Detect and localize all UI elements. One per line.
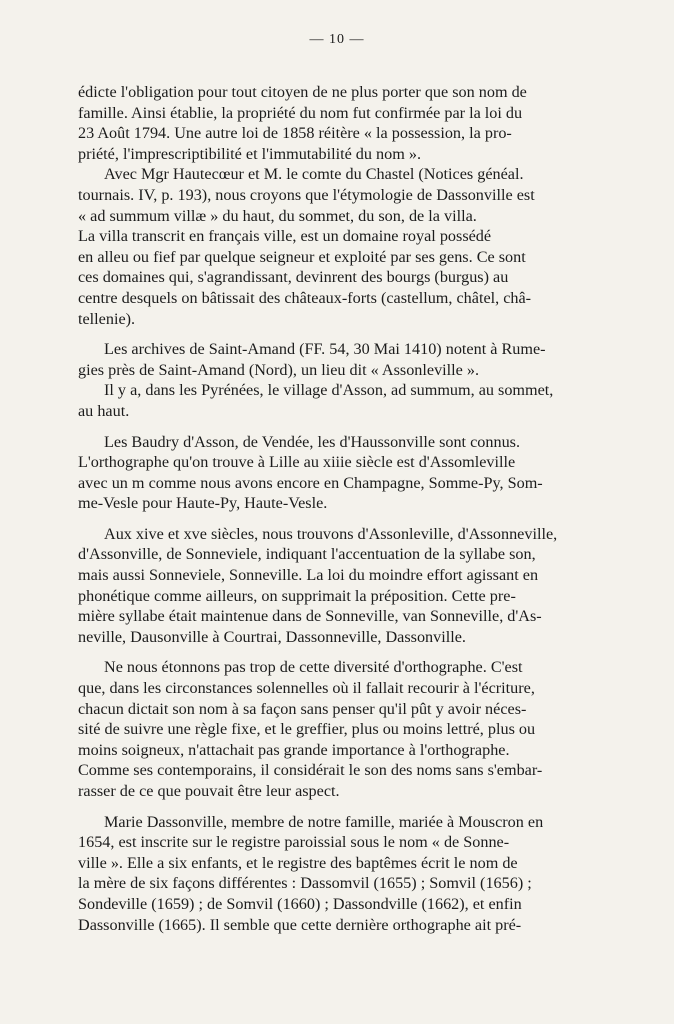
text-line: ville ». Elle a six enfants, et le registre des baptêmes écrit le nom de	[78, 853, 518, 872]
text-line: Les archives de Saint-Amand (FF. 54, 30 Mai 1410) notent à Rume-	[104, 340, 546, 359]
text-line: Ne nous étonnons pas trop de cette diversité d'orthographe. C'est	[104, 658, 523, 677]
text-line: au haut.	[78, 401, 130, 420]
paragraph	[78, 432, 582, 514]
text-line: Avec Mgr Hautecœur et M. le comte du Chastel (Notices généal.	[104, 165, 524, 184]
text-line: « ad summum villæ » du haut, du sommet, du son, de la villa.	[78, 206, 477, 225]
text-line: priété, l'imprescriptibilité et l'immutabilité du nom ».	[78, 144, 422, 163]
text-line: Dassonville (1665). Il semble que cette dernière orthographe ait pré-	[78, 915, 522, 934]
text-line: Les Baudry d'Asson, de Vendée, les d'Haussonville sont connus.	[104, 432, 521, 451]
text-line: neville, Dausonville à Courtrai, Dassonneville, Dassonville.	[78, 627, 466, 646]
text-line: que, dans les circonstances solennelles où il fallait recourir à l'écriture,	[78, 679, 535, 698]
text-line: mière syllabe était maintenue dans de Sonneville, van Sonneville, d'As-	[78, 607, 542, 626]
paragraph	[78, 657, 582, 801]
text-line: Il y a, dans les Pyrénées, le village d'Asson, ad summum, au sommet,	[104, 381, 554, 400]
body-text	[78, 82, 582, 935]
text-line: mais aussi Sonneviele, Sonneville. La loi du moindre effort agissant en	[78, 566, 539, 585]
text-line: Comme ses contemporains, il considérait le son des noms sans s'embar-	[78, 761, 543, 780]
paragraph	[78, 164, 582, 329]
text-line: ces domaines qui, s'agrandissant, devinrent des bourgs (burgus) au	[78, 268, 509, 287]
text-line: tellenie).	[78, 309, 136, 328]
text-line: Aux xive et xve siècles, nous trouvons d'Assonleville, d'Assonneville,	[104, 524, 558, 543]
paragraph	[78, 812, 582, 936]
text-line: famille. Ainsi établie, la propriété du nom fut confirmée par la loi du	[78, 103, 523, 122]
text-line: rasser de ce que pouvait être leur aspect.	[78, 782, 340, 800]
text-line: tournais. IV, p. 193), nous croyons que l'étymologie de Dassonville est	[78, 185, 535, 204]
text-line: avec un m comme nous avons encore en Champagne, Somme-Py, Som-	[78, 473, 543, 492]
text-line: me-Vesle pour Haute-Py, Haute-Vesle.	[78, 494, 328, 513]
text-line: gies près de Saint-Amand (Nord), un lieu dit « Assonleville ».	[78, 360, 480, 379]
paragraph	[78, 380, 582, 421]
text-line: phonétique comme ailleurs, on supprimait la préposition. Cette pre-	[78, 586, 516, 605]
text-line: Marie Dassonville, membre de notre famille, mariée à Mouscron en	[104, 812, 544, 831]
page-number: — 10 —	[309, 32, 365, 47]
paragraph	[78, 82, 582, 164]
text-line: 23 Août 1794. Une autre loi de 1858 réitère « la possession, la pro-	[78, 124, 512, 143]
text-line: édicte l'obligation pour tout citoyen de ne plus porter que son nom de	[78, 83, 527, 101]
text-line: Sondeville (1659) ; de Somvil (1660) ; Dassondville (1662), et enfin	[78, 894, 522, 913]
text-line: sité de suivre une règle fixe, et le greffier, plus ou moins lettré, plus ou	[78, 720, 536, 739]
text-line: d'Assonville, de Sonneviele, indiquant l'accentuation de la syllabe son,	[78, 545, 536, 564]
text-line: moins soigneux, n'attachait pas grande importance à l'orthographe.	[78, 740, 510, 759]
text-line: 1654, est inscrite sur le registre paroissial sous le nom « de Sonne-	[78, 833, 510, 852]
text-line: en alleu ou fief par quelque seigneur et exploité par ses gens. Ce sont	[78, 247, 526, 266]
text-line: centre desquels on bâtissait des châteaux-forts (castellum, châtel, châ-	[78, 288, 532, 307]
paragraph	[78, 339, 582, 380]
text-line: L'orthographe qu'on trouve à Lille au xiiie siècle est d'Assomleville	[78, 453, 516, 472]
paragraph	[78, 524, 582, 648]
text-line: la mère de six façons différentes : Dassomvil (1655) ; Somvil (1656) ;	[78, 874, 532, 893]
text-line: La villa transcrit en français ville, est un domaine royal possédé	[78, 227, 492, 246]
text-line: chacun dictait son nom à sa façon sans penser qu'il pût y avoir néces-	[78, 699, 527, 718]
